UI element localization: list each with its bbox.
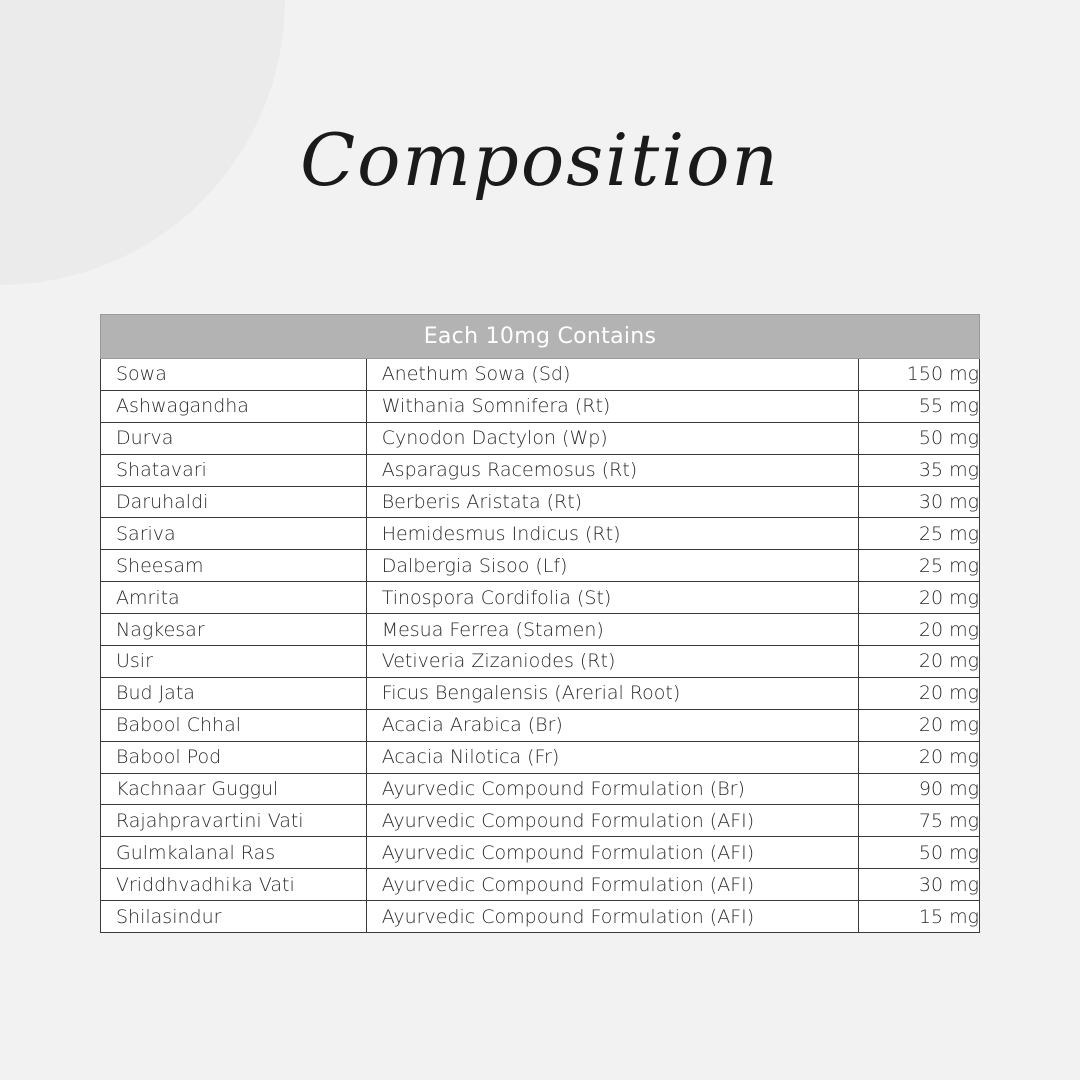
table-row [101, 359, 980, 391]
ingredient-quantity: 20 mg [859, 614, 980, 646]
ingredient-botanical-name: Ayurvedic Compound Formulation (AFI) [366, 805, 858, 837]
ingredient-botanical-name: Hemidesmus Indicus (Rt) [366, 518, 858, 550]
ingredient-botanical-name: Tinospora Cordifolia (St) [366, 582, 858, 614]
table-header: Each 10mg Contains [101, 315, 980, 359]
table-row [101, 486, 980, 518]
ingredient-common-name: Shilasindur [101, 901, 367, 933]
ingredient-botanical-name: Acacia Arabica (Br) [366, 709, 858, 741]
ingredient-common-name: Daruhaldi [101, 486, 367, 518]
ingredient-common-name: Ashwagandha [101, 390, 367, 422]
ingredient-botanical-name: Dalbergia Sisoo (Lf) [366, 550, 858, 582]
ingredient-botanical-name: Ayurvedic Compound Formulation (AFI) [366, 837, 858, 869]
table-row [101, 869, 980, 901]
ingredient-common-name: Bud Jata [101, 677, 367, 709]
table-row [101, 677, 980, 709]
table-row [101, 709, 980, 741]
ingredient-botanical-name: Ayurvedic Compound Formulation (Br) [366, 773, 858, 805]
ingredient-botanical-name: Cynodon Dactylon (Wp) [366, 422, 858, 454]
ingredient-quantity: 55 mg [859, 390, 980, 422]
composition-table [100, 314, 980, 933]
ingredient-botanical-name: Anethum Sowa (Sd) [366, 359, 858, 391]
ingredient-quantity: 20 mg [859, 582, 980, 614]
ingredient-quantity: 25 mg [859, 518, 980, 550]
ingredient-common-name: Durva [101, 422, 367, 454]
table-row [101, 773, 980, 805]
ingredient-common-name: Amrita [101, 582, 367, 614]
ingredient-common-name: Nagkesar [101, 614, 367, 646]
ingredient-quantity: 25 mg [859, 550, 980, 582]
ingredient-common-name: Babool Chhal [101, 709, 367, 741]
ingredient-quantity: 35 mg [859, 454, 980, 486]
table-row [101, 422, 980, 454]
table-row [101, 550, 980, 582]
ingredient-quantity: 50 mg [859, 837, 980, 869]
ingredient-common-name: Shatavari [101, 454, 367, 486]
table-header-row [101, 315, 980, 359]
ingredient-quantity: 20 mg [859, 741, 980, 773]
ingredient-common-name: Sheesam [101, 550, 367, 582]
table-row [101, 518, 980, 550]
ingredient-botanical-name: Asparagus Racemosus (Rt) [366, 454, 858, 486]
ingredient-common-name: Rajahpravartini Vati [101, 805, 367, 837]
ingredient-common-name: Sariva [101, 518, 367, 550]
ingredient-botanical-name: Ayurvedic Compound Formulation (AFI) [366, 869, 858, 901]
ingredient-botanical-name: Vetiveria Zizaniodes (Rt) [366, 646, 858, 678]
ingredient-quantity: 75 mg [859, 805, 980, 837]
ingredient-botanical-name: Acacia Nilotica (Fr) [366, 741, 858, 773]
ingredient-botanical-name: Berberis Aristata (Rt) [366, 486, 858, 518]
table-row [101, 614, 980, 646]
table-row [101, 741, 980, 773]
ingredient-botanical-name: Withania Somnifera (Rt) [366, 390, 858, 422]
ingredient-common-name: Usir [101, 646, 367, 678]
ingredient-common-name: Sowa [101, 359, 367, 391]
table-row [101, 390, 980, 422]
ingredient-common-name: Gulmkalanal Ras [101, 837, 367, 869]
table-row [101, 646, 980, 678]
ingredient-quantity: 150 mg [859, 359, 980, 391]
table-row [101, 837, 980, 869]
table-row [101, 901, 980, 933]
ingredient-quantity: 90 mg [859, 773, 980, 805]
table-row [101, 582, 980, 614]
ingredient-common-name: Babool Pod [101, 741, 367, 773]
ingredient-quantity: 20 mg [859, 646, 980, 678]
ingredient-botanical-name: Mesua Ferrea (Stamen) [366, 614, 858, 646]
ingredient-common-name: Vriddhvadhika Vati [101, 869, 367, 901]
ingredient-quantity: 20 mg [859, 709, 980, 741]
table-row [101, 805, 980, 837]
ingredient-quantity: 15 mg [859, 901, 980, 933]
ingredient-botanical-name: Ayurvedic Compound Formulation (AFI) [366, 901, 858, 933]
table-body [101, 359, 980, 933]
ingredient-quantity: 20 mg [859, 677, 980, 709]
ingredient-botanical-name: Ficus Bengalensis (Arerial Root) [366, 677, 858, 709]
table-row [101, 454, 980, 486]
ingredient-quantity: 30 mg [859, 869, 980, 901]
page-title: Composition [300, 118, 780, 202]
ingredient-quantity: 50 mg [859, 422, 980, 454]
ingredient-common-name: Kachnaar Guggul [101, 773, 367, 805]
ingredient-quantity: 30 mg [859, 486, 980, 518]
